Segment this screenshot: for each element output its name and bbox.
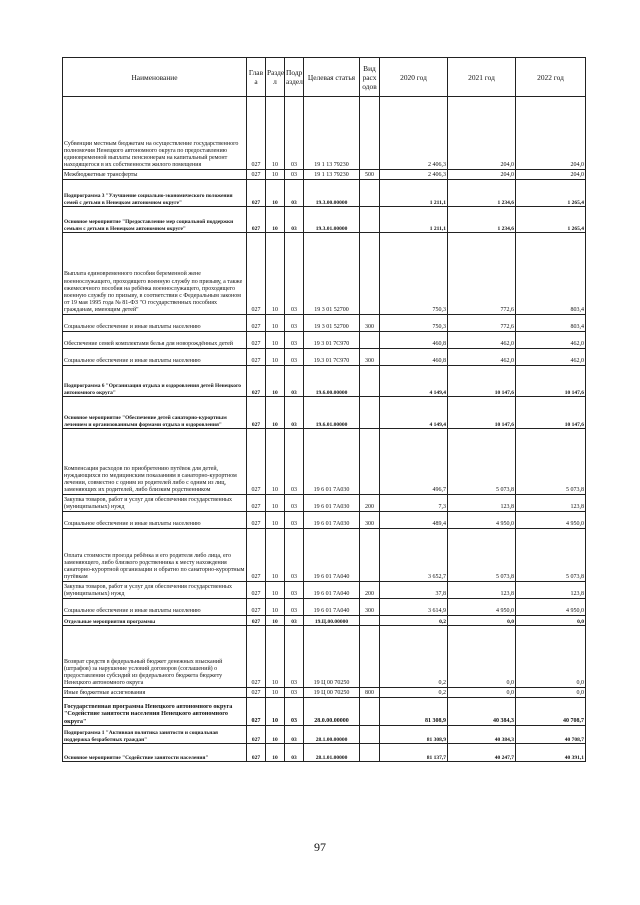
row-article: 19 6 01 7А040 <box>304 529 360 582</box>
row-glava: 027 <box>247 207 266 233</box>
row-2020: 0,2 <box>380 626 448 688</box>
row-2020: 81 137,7 <box>380 744 448 762</box>
row-razdel: 10 <box>266 726 285 744</box>
row-podrazdel: 03 <box>285 315 304 332</box>
row-2020: 3 614,9 <box>380 599 448 616</box>
row-2022: 0,0 <box>516 626 586 688</box>
row-name: Отдельные мероприятия программы <box>63 616 247 626</box>
row-2022: 0,0 <box>516 616 586 626</box>
row-article: 28.1.01.00000 <box>304 744 360 762</box>
row-glava: 027 <box>247 397 266 429</box>
row-2020: 4 149,4 <box>380 397 448 429</box>
row-2021: 40 247,7 <box>448 744 516 762</box>
row-2021: 772,6 <box>448 233 516 315</box>
row-vid <box>360 726 380 744</box>
row-podrazdel: 03 <box>285 429 304 495</box>
row-name: Субвенции местным бюджетам на осуществление государственного полномочия Ненецкого автономного округа по предоставлению единовременной выплаты пенсионерам на капитальный ремонт находящегося в их собственности жилого помещения <box>63 97 247 170</box>
row-2022: 4 950,0 <box>516 512 586 529</box>
row-vid <box>360 233 380 315</box>
row-razdel: 10 <box>266 512 285 529</box>
row-2020: 460,8 <box>380 349 448 366</box>
row-name: Компенсация расходов по приобретению путёвок для детей, нуждающихся по медицинским показаниям в санаторно-курортном лечении, совместно с одним из родителей либо с одним из лиц, заменяющих их родителей, либо близким родственником <box>63 429 247 495</box>
row-podrazdel: 03 <box>285 170 304 180</box>
row-2022: 204,0 <box>516 97 586 170</box>
row-vid <box>360 616 380 626</box>
row-article: 19 1 13 79230 <box>304 97 360 170</box>
row-name: Подпрограмма 6 "Организация отдыха и оздоровления детей Ненецкого автономного округа" <box>63 366 247 397</box>
row-podrazdel: 03 <box>285 616 304 626</box>
table-row <box>63 512 586 529</box>
table-header-row <box>63 58 586 97</box>
table-row <box>63 180 586 207</box>
table-row <box>63 170 586 180</box>
row-article: 19 6 01 7А030 <box>304 429 360 495</box>
row-2020: 7,3 <box>380 495 448 512</box>
row-2022: 123,8 <box>516 495 586 512</box>
row-2020: 2 406,3 <box>380 97 448 170</box>
row-glava: 027 <box>247 170 266 180</box>
row-podrazdel: 03 <box>285 349 304 366</box>
row-glava: 027 <box>247 332 266 349</box>
row-vid: 800 <box>360 688 380 698</box>
col-header-name: Наименование <box>63 58 247 97</box>
row-glava: 027 <box>247 366 266 397</box>
col-header-2022: 2022 год <box>516 58 586 97</box>
row-name: Закупка товаров, работ и услуг для обеспечения государственных (муниципальных) нужд <box>63 582 247 599</box>
row-razdel: 10 <box>266 397 285 429</box>
row-razdel: 10 <box>266 170 285 180</box>
row-article: 19.Ц.00.00000 <box>304 616 360 626</box>
row-glava: 027 <box>247 495 266 512</box>
table-row <box>63 688 586 698</box>
row-name: Закупка товаров, работ и услуг для обеспечения государственных (муниципальных) нужд <box>63 495 247 512</box>
row-podrazdel: 03 <box>285 726 304 744</box>
row-article: 19 Ц 00 70250 <box>304 688 360 698</box>
row-name: Оплата стоимости проезда ребёнка и его родителя либо лица, его заменяющего, либо близкого родственника к месту нахождения санаторно-курортной организации и обратно по санаторно-курортным путёвкам <box>63 529 247 582</box>
row-article: 19.3.01.00000 <box>304 207 360 233</box>
row-razdel: 10 <box>266 529 285 582</box>
row-razdel: 10 <box>266 233 285 315</box>
table-row <box>63 529 586 582</box>
row-podrazdel: 03 <box>285 97 304 170</box>
row-vid <box>360 698 380 726</box>
row-2021: 0,0 <box>448 688 516 698</box>
row-podrazdel: 03 <box>285 366 304 397</box>
row-podrazdel: 03 <box>285 582 304 599</box>
row-2020: 2 406,3 <box>380 170 448 180</box>
row-2021: 40 384,3 <box>448 698 516 726</box>
table-row <box>63 744 586 762</box>
row-podrazdel: 03 <box>285 688 304 698</box>
table-row <box>63 599 586 616</box>
row-2021: 204,0 <box>448 170 516 180</box>
row-2020: 81 308,9 <box>380 698 448 726</box>
row-razdel: 10 <box>266 698 285 726</box>
row-podrazdel: 03 <box>285 529 304 582</box>
row-2020: 489,4 <box>380 512 448 529</box>
table-row <box>63 332 586 349</box>
row-glava: 027 <box>247 616 266 626</box>
row-vid <box>360 97 380 170</box>
row-name: Обеспечение семей комплектами белья для новорождённых детей <box>63 332 247 349</box>
row-razdel: 10 <box>266 688 285 698</box>
row-article: 19 3 01 52700 <box>304 315 360 332</box>
row-glava: 027 <box>247 429 266 495</box>
row-2020: 1 211,1 <box>380 207 448 233</box>
row-razdel: 10 <box>266 315 285 332</box>
row-name: Межбюджетные трансферты <box>63 170 247 180</box>
row-glava: 027 <box>247 315 266 332</box>
table-row <box>63 366 586 397</box>
row-razdel: 10 <box>266 207 285 233</box>
row-2022: 0,0 <box>516 688 586 698</box>
row-article: 19 1 13 79230 <box>304 170 360 180</box>
row-2021: 40 384,3 <box>448 726 516 744</box>
row-name: Социальное обеспечение и иные выплаты населению <box>63 512 247 529</box>
row-2020: 4 149,4 <box>380 366 448 397</box>
row-razdel: 10 <box>266 495 285 512</box>
row-2021: 10 147,6 <box>448 397 516 429</box>
row-name: Социальное обеспечение и иные выплаты населению <box>63 315 247 332</box>
row-2022: 123,8 <box>516 582 586 599</box>
table-row <box>63 207 586 233</box>
row-article: 19.6.00.00000 <box>304 366 360 397</box>
row-vid <box>360 744 380 762</box>
row-vid <box>360 366 380 397</box>
row-name: Подпрограмма 3 "Улучшение социально-экономического положения семей с детьми в Ненецком автономном округе" <box>63 180 247 207</box>
row-article: 19 3 01 7С970 <box>304 332 360 349</box>
row-2022: 10 147,6 <box>516 397 586 429</box>
row-razdel: 10 <box>266 97 285 170</box>
budget-table <box>62 57 586 762</box>
row-glava: 027 <box>247 688 266 698</box>
row-podrazdel: 03 <box>285 397 304 429</box>
table-row <box>63 726 586 744</box>
row-razdel: 10 <box>266 599 285 616</box>
row-2022: 204,0 <box>516 170 586 180</box>
row-podrazdel: 03 <box>285 744 304 762</box>
row-2022: 40 708,7 <box>516 726 586 744</box>
col-header-2021: 2021 год <box>448 58 516 97</box>
row-name: Подпрограмма 1 "Активная политика занятости и социальная поддержка безработных граждан" <box>63 726 247 744</box>
row-2021: 4 950,0 <box>448 512 516 529</box>
row-razdel: 10 <box>266 744 285 762</box>
row-2020: 3 652,7 <box>380 529 448 582</box>
row-2020: 37,8 <box>380 582 448 599</box>
row-vid: 300 <box>360 315 380 332</box>
table-row <box>63 698 586 726</box>
row-glava: 027 <box>247 698 266 726</box>
row-2022: 803,4 <box>516 233 586 315</box>
row-article: 19 3 01 52700 <box>304 233 360 315</box>
row-2022: 10 147,6 <box>516 366 586 397</box>
col-header-podrazdel: Подр аздел <box>285 58 304 97</box>
row-vid: 300 <box>360 599 380 616</box>
row-2021: 0,0 <box>448 616 516 626</box>
table-row <box>63 616 586 626</box>
row-podrazdel: 03 <box>285 512 304 529</box>
row-glava: 027 <box>247 626 266 688</box>
table-row <box>63 349 586 366</box>
row-name: Основное мероприятие "Обеспечение детей санаторно-курортным лечением и организованными формами отдыха и оздоровления" <box>63 397 247 429</box>
row-article: 19 6 01 7А030 <box>304 495 360 512</box>
row-razdel: 10 <box>266 616 285 626</box>
row-name: Возврат средств в федеральный бюджет денежных взысканий (штрафов) за нарушение условий договоров (соглашений) о предоставлении субсидий из федерального бюджета бюджету Ненецкого автономного округа <box>63 626 247 688</box>
row-2020: 0,2 <box>380 688 448 698</box>
col-header-razdel: Разде л <box>266 58 285 97</box>
row-podrazdel: 03 <box>285 495 304 512</box>
row-podrazdel: 03 <box>285 207 304 233</box>
row-2022: 803,4 <box>516 315 586 332</box>
row-2021: 4 950,0 <box>448 599 516 616</box>
row-name: Выплата единовременного пособия беременной жене военнослужащего, проходящего военную службу по призыву, а также ежемесячного пособия на ребёнка военнослужащего, проходящего военную службу по призыву, в соответствии с Федеральным законом от 19 мая 1995 года № 81-ФЗ "О государственных пособиях гражданам, имеющим детей" <box>63 233 247 315</box>
page-number: 97 <box>314 840 326 854</box>
table-row <box>63 582 586 599</box>
row-vid <box>360 397 380 429</box>
table-row <box>63 495 586 512</box>
row-vid: 200 <box>360 495 380 512</box>
row-2021: 5 073,8 <box>448 429 516 495</box>
row-article: 19 6 01 7А030 <box>304 512 360 529</box>
row-name: Основное мероприятие "Предоставление мер социальной поддержки семьям с детьми в Ненецком автономном округе" <box>63 207 247 233</box>
row-2021: 772,6 <box>448 315 516 332</box>
row-2021: 1 234,6 <box>448 180 516 207</box>
row-razdel: 10 <box>266 180 285 207</box>
row-article: 19 Ц 00 70250 <box>304 626 360 688</box>
row-2021: 10 147,6 <box>448 366 516 397</box>
row-podrazdel: 03 <box>285 626 304 688</box>
row-article: 28.0.00.00000 <box>304 698 360 726</box>
row-2022: 1 265,4 <box>516 207 586 233</box>
row-article: 19.6.01.00000 <box>304 397 360 429</box>
row-name: Основное мероприятие "Содействие занятости населения" <box>63 744 247 762</box>
table-row <box>63 315 586 332</box>
row-article: 19.3.00.00000 <box>304 180 360 207</box>
row-name: Иные бюджетные ассигнования <box>63 688 247 698</box>
row-2022: 40 708,7 <box>516 698 586 726</box>
row-vid: 300 <box>360 349 380 366</box>
row-glava: 027 <box>247 599 266 616</box>
row-2022: 5 073,8 <box>516 429 586 495</box>
table-row <box>63 429 586 495</box>
row-vid <box>360 529 380 582</box>
row-razdel: 10 <box>266 626 285 688</box>
row-2020: 1 211,1 <box>380 180 448 207</box>
row-2022: 40 391,1 <box>516 744 586 762</box>
table-row <box>63 233 586 315</box>
row-2020: 750,3 <box>380 233 448 315</box>
row-razdel: 10 <box>266 582 285 599</box>
row-glava: 027 <box>247 529 266 582</box>
row-2022: 462,0 <box>516 332 586 349</box>
row-podrazdel: 03 <box>285 180 304 207</box>
row-2021: 204,0 <box>448 97 516 170</box>
row-2020: 750,3 <box>380 315 448 332</box>
row-2022: 5 073,8 <box>516 529 586 582</box>
row-2020: 81 308,9 <box>380 726 448 744</box>
row-2021: 0,0 <box>448 626 516 688</box>
row-razdel: 10 <box>266 332 285 349</box>
row-name: Государственная программа Ненецкого автономного округа "Содействие занятости населения Ненецкого автономного округа" <box>63 698 247 726</box>
row-razdel: 10 <box>266 429 285 495</box>
row-glava: 027 <box>247 744 266 762</box>
row-2022: 462,0 <box>516 349 586 366</box>
row-glava: 027 <box>247 349 266 366</box>
row-2022: 4 950,0 <box>516 599 586 616</box>
row-glava: 027 <box>247 726 266 744</box>
col-header-2020: 2020 год <box>380 58 448 97</box>
row-vid <box>360 207 380 233</box>
row-podrazdel: 03 <box>285 332 304 349</box>
row-2021: 462,0 <box>448 349 516 366</box>
row-vid <box>360 180 380 207</box>
row-article: 28.1.00.00000 <box>304 726 360 744</box>
row-article: 19 6 01 7А040 <box>304 599 360 616</box>
table-row <box>63 97 586 170</box>
col-header-vid: Вид расх одов <box>360 58 380 97</box>
row-glava: 027 <box>247 180 266 207</box>
row-2021: 1 234,6 <box>448 207 516 233</box>
row-razdel: 10 <box>266 366 285 397</box>
row-vid: 300 <box>360 512 380 529</box>
row-podrazdel: 03 <box>285 233 304 315</box>
row-name: Социальное обеспечение и иные выплаты населению <box>63 599 247 616</box>
row-2022: 1 265,4 <box>516 180 586 207</box>
row-article: 19 6 01 7А040 <box>304 582 360 599</box>
row-2021: 123,8 <box>448 495 516 512</box>
row-2021: 462,0 <box>448 332 516 349</box>
row-glava: 027 <box>247 97 266 170</box>
col-header-article: Целевая статья <box>304 58 360 97</box>
row-2020: 0,2 <box>380 616 448 626</box>
row-glava: 027 <box>247 512 266 529</box>
table-row <box>63 397 586 429</box>
row-2020: 496,7 <box>380 429 448 495</box>
row-2020: 460,8 <box>380 332 448 349</box>
row-name: Социальное обеспечение и иные выплаты населению <box>63 349 247 366</box>
row-podrazdel: 03 <box>285 698 304 726</box>
row-vid: 500 <box>360 170 380 180</box>
row-razdel: 10 <box>266 349 285 366</box>
row-vid <box>360 429 380 495</box>
row-podrazdel: 03 <box>285 599 304 616</box>
row-vid <box>360 626 380 688</box>
row-glava: 027 <box>247 582 266 599</box>
row-2021: 5 073,8 <box>448 529 516 582</box>
row-glava: 027 <box>247 233 266 315</box>
col-header-glava: Глав а <box>247 58 266 97</box>
row-article: 19.3 01 7С970 <box>304 349 360 366</box>
table-row <box>63 626 586 688</box>
row-vid <box>360 332 380 349</box>
row-vid: 200 <box>360 582 380 599</box>
row-2021: 123,8 <box>448 582 516 599</box>
